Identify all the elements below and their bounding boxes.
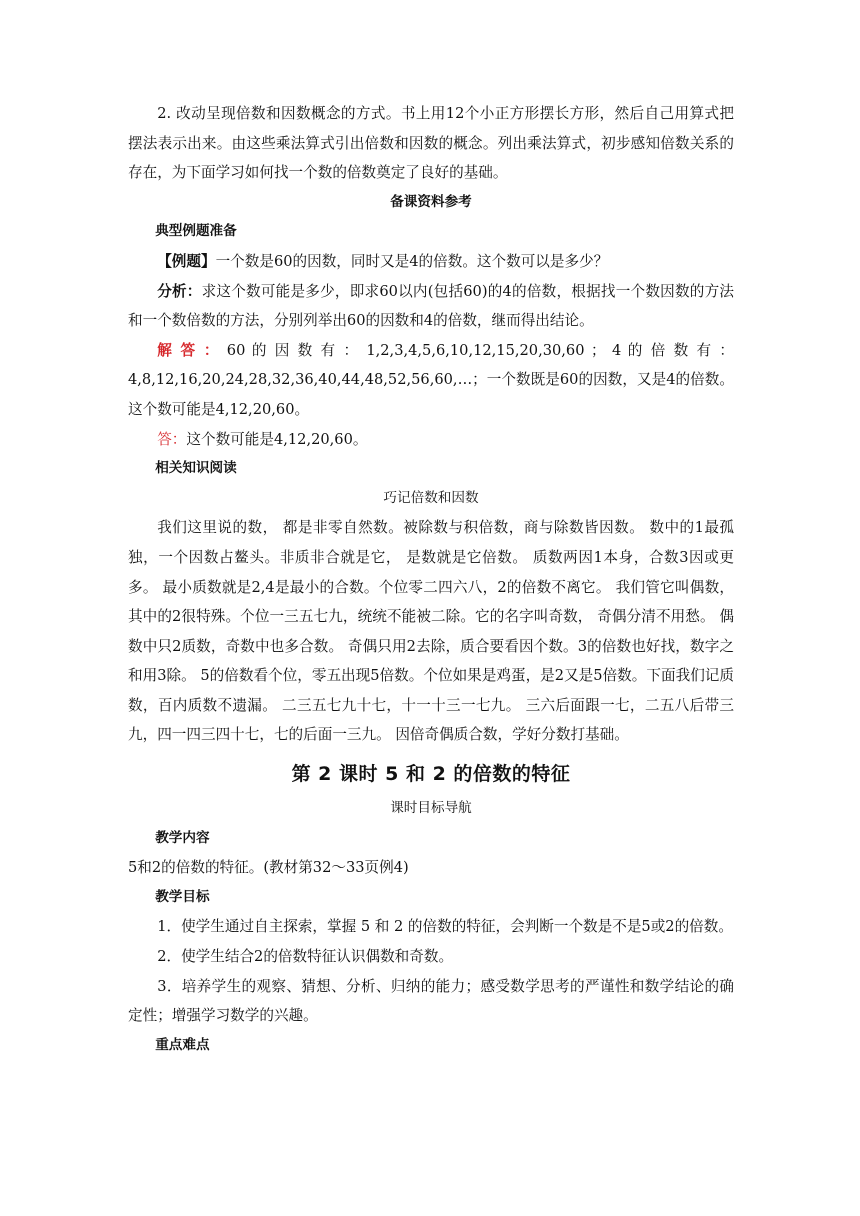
- heading-typical-examples: 典型例题准备: [155, 223, 237, 240]
- paragraph-concept-change: 2. 改动呈现倍数和因数概念的方式。书上用12个小正方形摆长方形，然后自己用算式把摆法表示出来。由这些乘法算式引出倍数和因数的概念。列出乘法算式，初步感知倍数关系的存在，为下面学习如何找一个数的倍数奠定了良好的基础。: [128, 105, 734, 182]
- example-paragraph: [128, 247, 734, 277]
- reading-rhyme-paragraph: 我们这里说的数， 都是非零自然数。被除数与积倍数，商与除数皆因数。 数中的1最孤独，一个因数占鳌头。非质非合就是它， 是数就是它倍数。 质数两因1本身，合数3因或更多。 最小质数就是2,4是最小的合数。个位零二四六八，2的倍数不离它。 我们管它叫偶数，其中的2很特殊。个位一三五七九，统统不能被二除。它的名字叫奇数， 奇偶分清不用愁。 偶数中只2质数，奇数中也多合数。 奇偶只用2去除，质合要看因个数。3的倍数也好找，数字之和用3除。 5的倍数看个位，零五出现5倍数。个位如果是鸡蛋，是2又是5倍数。下面我们记质数，百内质数不遗漏。 二三五七九十七，十一十三一七九。 三六后面跟一七，二五八后带三九，四一四三四十七，七的后面一三九。 因倍奇偶质合数，学好分数打基础。: [128, 519, 734, 744]
- solution-continuation: 4,8,12,16,20,24,28,32,36,40,44,48,52,56,60,…；一个数既是60的因数，又是4的倍数。这个数可能是4,12,20,60。: [128, 371, 734, 418]
- goal-3: 3．培养学生的观察、猜想、分析、归纳的能力；感受数学思考的严谨性和数学结论的确定性；增强学习数学的兴趣。: [128, 977, 734, 1025]
- heading-teaching-goals: 教学目标: [155, 888, 210, 905]
- heading-key-difficulties: 重点难点: [155, 1036, 210, 1053]
- solution-line-1: [128, 336, 734, 366]
- lesson-title: 第 2 课时 5 和 2 的倍数的特征: [291, 763, 571, 786]
- example-text: 一个数是60的因数，同时又是4的倍数。这个数可以是多少？: [215, 252, 609, 270]
- answer-label: 答：: [157, 430, 187, 448]
- reading-title: 巧记倍数和因数: [383, 489, 479, 506]
- solution-label: 解 答 ：: [157, 341, 221, 359]
- document-page: [128, 0, 734, 1060]
- teaching-content-text: 5和2的倍数的特征。(教材第32～33页例4): [128, 859, 409, 877]
- section-title-reference: 备课资料参考: [390, 193, 472, 210]
- heading-teaching-content: 教学内容: [155, 829, 210, 846]
- heading-related-reading: 相关知识阅读: [155, 460, 237, 477]
- example-label: 【例题】: [157, 252, 216, 270]
- solution-factors-text: 60 的 因 数 有 ： 1,2,3,4,5,6,10,12,15,20,30,60 ； 4 的 倍 数 有 ：: [226, 341, 735, 359]
- analysis-text: 求这个数可能是多少，即求60以内(包括60)的4的倍数，根据找一个数因数的方法和一个数倍数的方法，分别列举出60的因数和4的倍数，继而得出结论。: [128, 282, 734, 330]
- answer-paragraph: [128, 425, 734, 455]
- analysis-label: 分析：: [157, 282, 202, 300]
- goal-2: 2．使学生结合2的倍数特征认识偶数和奇数。: [157, 948, 454, 966]
- analysis-paragraph: [128, 277, 734, 336]
- lesson-nav-title: 课时目标导航: [390, 800, 472, 817]
- goal-1: 1．使学生通过自主探索，掌握 5 和 2 的倍数的特征，会判断一个数是不是5或2的倍数。: [157, 918, 733, 936]
- answer-text: 这个数可能是4,12,20,60。: [186, 430, 368, 448]
